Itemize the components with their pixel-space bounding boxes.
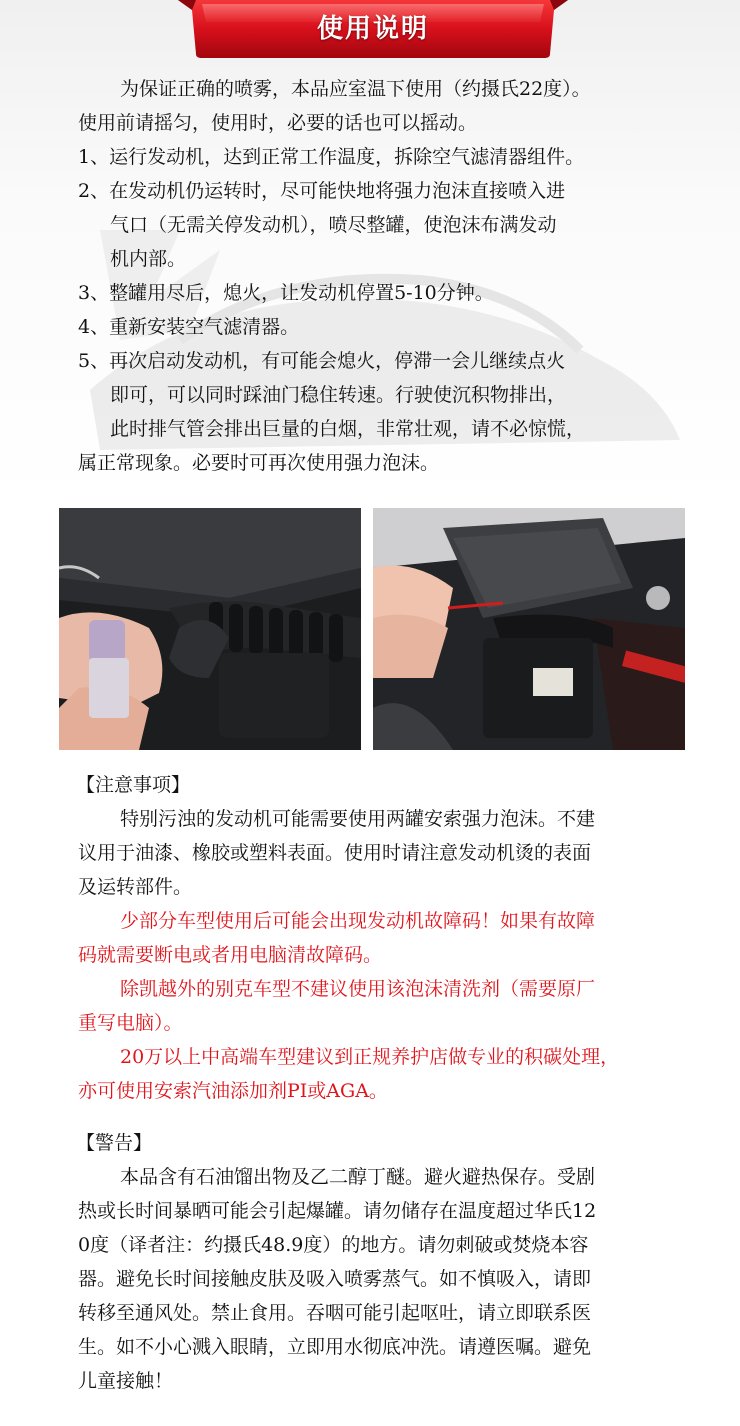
warning-line: 器。避免长时间接触皮肤及吸入喷雾蒸气。如不慎吸入，请即 xyxy=(78,1268,592,1290)
step-2-continued: 气口（无需关停发动机），喷尽整罐，使泡沫布满发动 xyxy=(110,214,557,236)
fault-code-warning: 码就需要断电或者用电脑清故障码。 xyxy=(78,944,383,966)
warning-line: 0度（译者注：约摄氏48.9度）的地方。请勿刺破或焚烧本容 xyxy=(78,1234,589,1256)
premium-car-advice: 20万以上中高端车型建议到正规养护店做专业的积碳处理， xyxy=(120,1046,620,1068)
premium-car-advice: 亦可使用安索汽油添加剂PI或AGA。 xyxy=(78,1080,388,1102)
step-2: 2、在发动机仍运转时，尽可能快地将强力泡沫直接喷入进 xyxy=(78,180,566,202)
buick-warning: 重写电脑）。 xyxy=(78,1012,183,1034)
warning-heading: 【警告】 xyxy=(76,1132,153,1154)
warning-section xyxy=(78,1126,698,1398)
notes-line: 特别污浊的发动机可能需要使用两罐安索强力泡沫。不建 xyxy=(120,808,596,830)
fault-code-warning: 少部分车型使用后可能会出现发动机故障码！如果有故障 xyxy=(120,910,596,932)
step-3: 3、整罐用尽后，熄火，让发动机停置5-10分钟。 xyxy=(78,282,494,304)
warning-line: 转移至通风处。禁止食用。吞咽可能引起呕吐，请立即联系医 xyxy=(78,1302,592,1324)
page-title: 使用说明 xyxy=(316,14,429,44)
step-2-continued: 机内部。 xyxy=(110,248,187,270)
step-1: 1、运行发动机，达到正常工作温度，拆除空气滤清器组件。 xyxy=(78,146,585,168)
notes-heading: 【注意事项】 xyxy=(76,774,191,796)
notes-section xyxy=(78,768,698,1108)
warning-line: 儿童接触！ xyxy=(78,1370,174,1392)
step-5-continued: 属正常现象。必要时可再次使用强力泡沫。 xyxy=(78,452,440,474)
step-5: 5、再次启动发动机，有可能会熄火，停滞一会儿继续点火 xyxy=(78,350,566,372)
warning-line: 本品含有石油馏出物及乙二醇丁醚。避火避热保存。受剧 xyxy=(120,1166,596,1188)
photo-spraying-intake xyxy=(59,508,361,750)
instructions-section xyxy=(78,72,698,480)
step-4: 4、重新安装空气滤清器。 xyxy=(78,316,300,338)
notes-line: 议用于油漆、橡胶或塑料表面。使用时请注意发动机烫的表面 xyxy=(78,842,592,864)
intro-line: 为保证正确的喷雾，本品应室温下使用（约摄氏22度）。 xyxy=(120,78,591,100)
warning-line: 热或长时间暴晒可能会引起爆罐。请勿储存在温度超过华氏12 xyxy=(78,1200,597,1222)
title-banner xyxy=(178,0,568,58)
step-5-continued: 此时排气管会排出巨量的白烟，非常壮观，请不必惊慌， xyxy=(110,418,586,440)
photo-engine-bay xyxy=(373,508,685,750)
notes-line: 及运转部件。 xyxy=(78,876,193,898)
buick-warning: 除凯越外的别克车型不建议使用该泡沫清洗剂（需要原厂 xyxy=(120,978,596,1000)
intro-line: 使用前请摇匀，使用时，必要的话也可以摇动。 xyxy=(78,112,478,134)
step-5-continued: 即可，可以同时踩油门稳住转速。行驶使沉积物排出， xyxy=(110,384,567,406)
warning-line: 生。如不小心溅入眼睛，立即用水彻底冲洗。请遵医嘱。避免 xyxy=(78,1336,592,1358)
